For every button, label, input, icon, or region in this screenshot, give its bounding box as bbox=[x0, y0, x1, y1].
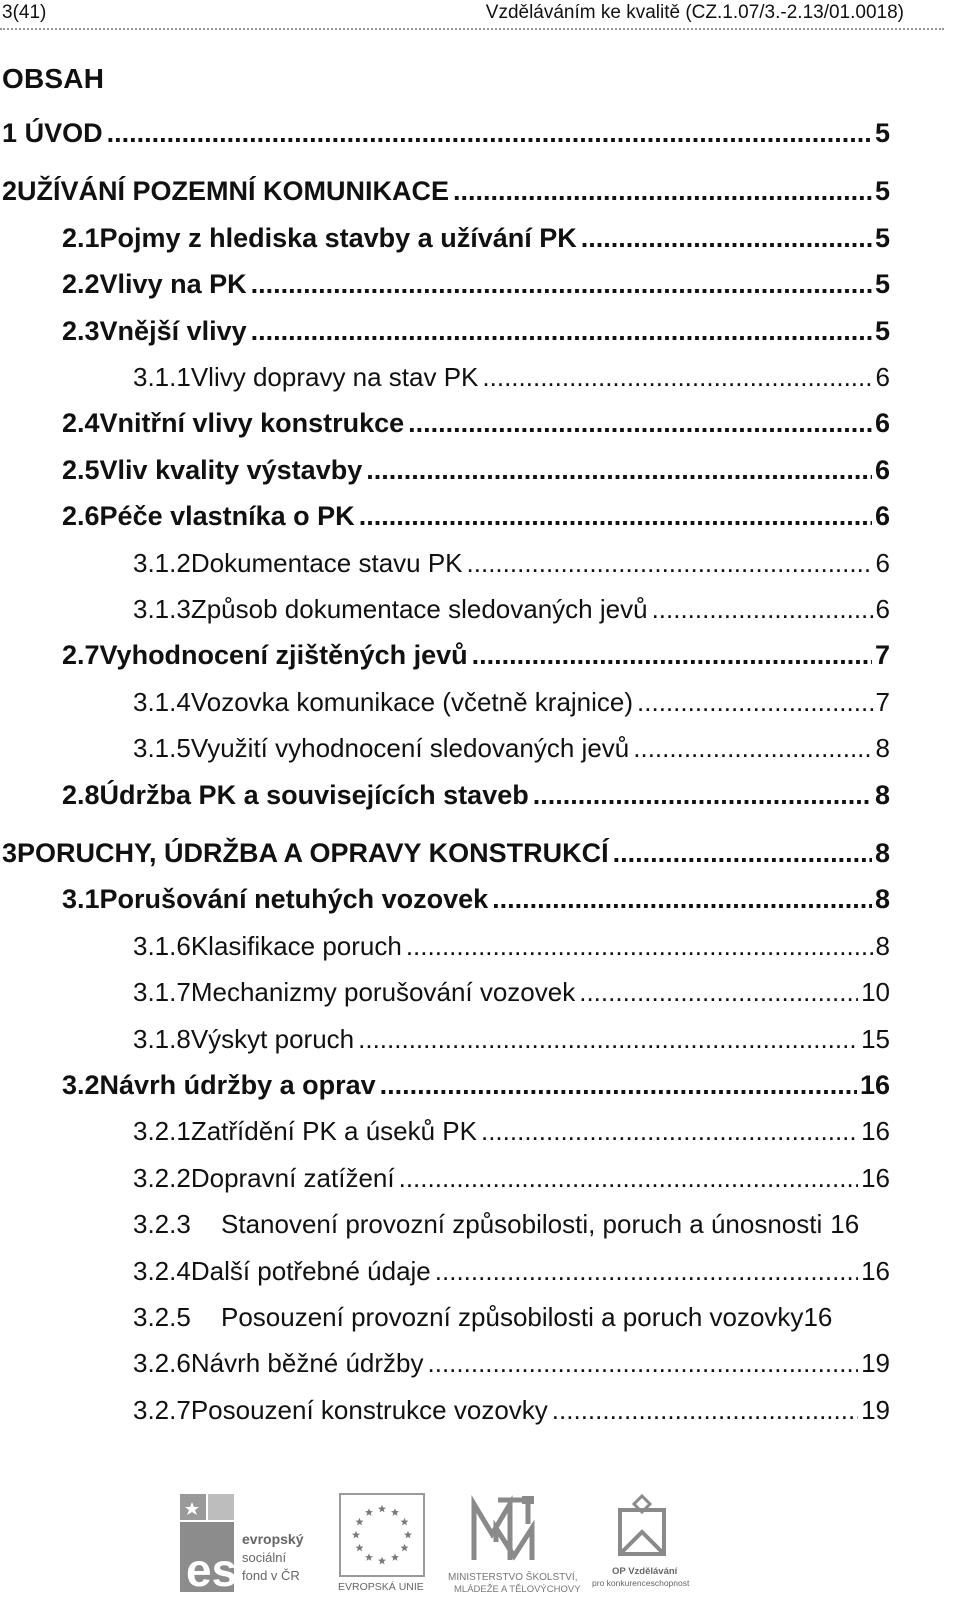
toc-entry[interactable] bbox=[133, 687, 890, 727]
footer-logos bbox=[170, 1488, 710, 1596]
toc-entry-title: Dopravní zatížení bbox=[190, 1162, 395, 1193]
toc-dot-leader bbox=[366, 455, 872, 486]
toc-entry-page: 5 bbox=[874, 118, 890, 148]
toc-entry-number: 3.1.4 bbox=[133, 686, 191, 717]
toc-entry-number: 3.2.3 bbox=[133, 1209, 191, 1240]
toc-entry-title: Dokumentace stavu PK bbox=[190, 547, 463, 578]
toc-entry-number: 3.2.1 bbox=[133, 1116, 191, 1147]
toc-entry[interactable] bbox=[133, 1209, 938, 1249]
toc-entry-page: 5 bbox=[874, 222, 890, 253]
toc-entry-number: 3.1.5 bbox=[133, 733, 191, 764]
toc-entry-number: 2.7 bbox=[62, 640, 100, 671]
toc-entry-page: 5 bbox=[874, 176, 890, 207]
toc-entry-title: Péče vlastníka o PK bbox=[99, 501, 355, 532]
toc-dot-leader bbox=[633, 733, 872, 764]
toc-entry-page: 6 bbox=[874, 501, 890, 532]
toc-entry-title: Vyhodnocení zjištěných jevů bbox=[99, 640, 468, 671]
toc-entry-page: 8 bbox=[875, 930, 890, 961]
toc-entry-title: Porušování netuhých vozovek bbox=[99, 884, 489, 915]
toc-dot-leader bbox=[380, 1070, 857, 1101]
toc-dot-leader bbox=[435, 1256, 858, 1287]
toc-entry[interactable] bbox=[62, 640, 890, 680]
toc-entry[interactable] bbox=[62, 780, 890, 820]
toc-entry-title: Návrh údržby a oprav bbox=[99, 1070, 376, 1100]
toc-entry-number: 2.6 bbox=[62, 501, 100, 532]
toc-entry-title: Vliv kvality výstavby bbox=[99, 454, 363, 485]
toc-dot-leader bbox=[251, 316, 872, 347]
page-header bbox=[0, 0, 960, 30]
toc-dot-leader bbox=[579, 977, 858, 1008]
toc-dot-leader bbox=[408, 408, 872, 439]
toc-entry-title: Posouzení provozní způsobilosti a poruch vozovky bbox=[221, 1302, 804, 1332]
toc-dot-leader bbox=[482, 362, 872, 393]
toc-entry-title: Využití vyhodnocení sledovaných jevů bbox=[190, 733, 630, 764]
toc-entry-title: Údržba PK a souvisejících staveb bbox=[99, 779, 529, 810]
toc-entry-number: 3.1 bbox=[62, 884, 100, 915]
header-rule bbox=[0, 28, 944, 30]
toc-entry-title: Způsob dokumentace sledovaných jevů bbox=[190, 594, 648, 624]
toc-entry-page: 16 bbox=[861, 1116, 890, 1147]
toc-dot-leader bbox=[453, 176, 872, 207]
toc-entry-number: 1 bbox=[2, 118, 18, 148]
toc-entry-page: 6 bbox=[875, 362, 890, 392]
toc-entry-page: 6 bbox=[875, 594, 890, 624]
toc-dot-leader bbox=[406, 931, 873, 962]
esf-caption-1: evropský bbox=[242, 1531, 304, 1547]
toc-entry[interactable] bbox=[62, 884, 890, 924]
toc-entry[interactable] bbox=[133, 1024, 890, 1064]
toc-dot-leader bbox=[552, 1395, 858, 1426]
toc-entry[interactable] bbox=[133, 594, 890, 634]
toc-dot-leader bbox=[467, 548, 873, 579]
toc-entry-number: 3.2.6 bbox=[133, 1348, 191, 1379]
toc-entry[interactable] bbox=[133, 733, 890, 773]
toc-entry-title: Klasifikace poruch bbox=[190, 930, 402, 961]
toc-entry-title: Mechanizmy porušování vozovek bbox=[190, 977, 576, 1008]
toc-entry-number: 3.2 bbox=[62, 1070, 100, 1100]
toc-entry-title: Výskyt poruch bbox=[190, 1023, 355, 1054]
toc-entry[interactable] bbox=[0, 838, 890, 878]
esf-caption-2: sociální bbox=[242, 1550, 287, 1565]
toc-entry-number: 2.4 bbox=[62, 408, 100, 439]
toc-entry-number: 3.1.7 bbox=[133, 977, 191, 1008]
eu-caption: EVROPSKÁ UNIE bbox=[338, 1581, 424, 1593]
toc-entry[interactable] bbox=[133, 931, 890, 971]
toc-entry-title: Vozovka komunikace (včetně krajnice) bbox=[190, 686, 634, 717]
toc-entry-number: 3.2.2 bbox=[133, 1162, 191, 1193]
toc-entry-page: 8 bbox=[874, 838, 890, 868]
toc-entry-title: ÚVOD bbox=[24, 118, 103, 148]
toc-dot-leader bbox=[637, 687, 873, 718]
esf-caption-3: fond v ČR bbox=[242, 1568, 300, 1583]
eu-flag-logo bbox=[336, 1488, 428, 1596]
page-number: 3(41) bbox=[2, 2, 47, 23]
toc-entry-page: 6 bbox=[874, 408, 890, 439]
toc-entry-page: 7 bbox=[874, 640, 890, 671]
toc-entry-number: 2.1 bbox=[62, 222, 100, 253]
toc-entry[interactable] bbox=[62, 223, 890, 263]
toc-entry-title: Návrh běžné údržby bbox=[190, 1348, 424, 1379]
toc-entry-page: 10 bbox=[861, 977, 890, 1008]
toc-entry[interactable] bbox=[133, 1348, 890, 1388]
toc-dot-leader bbox=[472, 640, 872, 671]
toc-entry-page: 8 bbox=[874, 884, 890, 915]
toc-entry-title: Vlivy dopravy na stav PK bbox=[190, 362, 479, 392]
toc-entry-number: 3 bbox=[2, 838, 18, 868]
toc-entry-title: Vnější vlivy bbox=[99, 315, 247, 346]
toc-entry-number: 3.1.1 bbox=[133, 362, 191, 392]
toc-entry[interactable] bbox=[133, 1302, 908, 1342]
toc-entry-number: 3.1.6 bbox=[133, 930, 191, 961]
toc-entry-number: 2.5 bbox=[62, 454, 100, 485]
toc-entry-page: 16 bbox=[861, 1255, 890, 1286]
toc-entry-title: PORUCHY, ÚDRŽBA A OPRAVY KONSTRUKCÍ bbox=[17, 838, 609, 868]
toc-entry[interactable] bbox=[62, 501, 890, 541]
toc-dot-leader bbox=[358, 1024, 858, 1055]
toc-entry-page: 8 bbox=[874, 779, 890, 810]
toc-dot-leader bbox=[359, 501, 872, 532]
toc-entry-title: Pojmy z hlediska stavby a užívání PK bbox=[99, 222, 577, 253]
msmt-logo bbox=[440, 1488, 590, 1596]
toc-dot-leader bbox=[492, 884, 872, 915]
toc-dot-leader bbox=[533, 780, 872, 811]
toc-entry-title: Vnitřní vlivy konstrukce bbox=[99, 408, 405, 439]
toc-entry-page: 16 bbox=[830, 1209, 860, 1240]
toc-entry-title: UŽÍVÁNÍ POZEMNÍ KOMUNIKACE bbox=[17, 176, 450, 207]
toc-entry-title: Zatřídění PK a úseků PK bbox=[190, 1116, 477, 1147]
toc-title: OBSAH bbox=[2, 63, 105, 94]
toc-dot-leader bbox=[251, 269, 872, 300]
toc-entry-number: 2 bbox=[2, 176, 18, 207]
toc-entry-page: 16 bbox=[803, 1302, 833, 1332]
toc-entry-page: 19 bbox=[861, 1348, 890, 1379]
msmt-caption-1: MINISTERSTVO ŠKOLSTVÍ, bbox=[448, 1572, 578, 1583]
toc-entry-number: 3.2.4 bbox=[133, 1255, 191, 1286]
toc-entry-page: 6 bbox=[874, 454, 890, 485]
msmt-caption-2: MLÁDEŽE A TĚLOVÝCHOVY bbox=[454, 1584, 581, 1595]
toc-dot-leader bbox=[428, 1348, 859, 1379]
toc-entry-page: 8 bbox=[875, 733, 890, 764]
toc-entry-page: 16 bbox=[861, 1162, 890, 1193]
project-title: Vzděláváním ke kvalitě (CZ.1.07/3.-2.13/01.0018) bbox=[485, 2, 904, 23]
toc-entry[interactable] bbox=[133, 1256, 890, 1296]
toc-entry-page: 19 bbox=[861, 1394, 890, 1425]
svg-text:esf: esf bbox=[186, 1544, 253, 1596]
toc-entry[interactable] bbox=[62, 455, 890, 495]
toc-entry[interactable] bbox=[133, 1163, 890, 1203]
toc-entry[interactable] bbox=[133, 977, 890, 1017]
toc-entry-page: 7 bbox=[875, 686, 890, 717]
toc-entry-number: 2.2 bbox=[62, 269, 100, 300]
toc-entry[interactable] bbox=[133, 362, 890, 402]
toc-entry-page: 5 bbox=[874, 269, 890, 300]
op-vzdelavani-logo bbox=[590, 1488, 694, 1596]
toc-entry-page: 16 bbox=[859, 1070, 890, 1100]
toc-entry-title: Posouzení konstrukce vozovky bbox=[190, 1394, 548, 1425]
toc-entry-number: 3.2.7 bbox=[133, 1394, 191, 1425]
toc-entry-page: 6 bbox=[875, 547, 890, 578]
toc-entry-number: 2.3 bbox=[62, 315, 100, 346]
toc-entry[interactable] bbox=[133, 1395, 890, 1435]
toc-entry[interactable] bbox=[133, 1116, 890, 1156]
toc-entry-page: 5 bbox=[874, 315, 890, 346]
toc-entry[interactable] bbox=[0, 118, 890, 158]
toc-entry-title: Vlivy na PK bbox=[99, 269, 247, 300]
toc-entry-title: Další potřebné údaje bbox=[190, 1255, 431, 1286]
toc-entry[interactable] bbox=[0, 176, 890, 216]
toc-entry[interactable] bbox=[62, 408, 890, 448]
toc-dot-leader bbox=[652, 594, 873, 625]
toc-dot-leader bbox=[481, 1116, 858, 1147]
toc-entry[interactable] bbox=[62, 269, 890, 309]
toc-entry-number: 3.1.8 bbox=[133, 1023, 191, 1054]
toc-dot-leader bbox=[399, 1163, 858, 1194]
toc-entry-number: 3.2.5 bbox=[133, 1302, 191, 1332]
toc-entry-number: 3.1.2 bbox=[133, 547, 191, 578]
toc-entry-number: 3.1.3 bbox=[133, 594, 191, 624]
toc-entry-page: 15 bbox=[861, 1023, 890, 1054]
op-caption-1: OP Vzdělávání bbox=[612, 1566, 678, 1577]
esf-logo bbox=[178, 1488, 328, 1596]
toc-entry[interactable] bbox=[133, 548, 890, 588]
toc-dot-leader bbox=[107, 118, 872, 149]
toc-dot-leader bbox=[613, 838, 872, 869]
toc-entry-title: Stanovení provozní způsobilosti, poruch a únosnosti bbox=[221, 1209, 823, 1240]
toc-dot-leader bbox=[581, 223, 872, 254]
toc-entry[interactable] bbox=[62, 316, 890, 356]
op-caption-2: pro konkurenceschopnost bbox=[592, 1578, 690, 1588]
toc-entry[interactable] bbox=[62, 1070, 890, 1110]
toc-entry-number: 2.8 bbox=[62, 779, 100, 810]
